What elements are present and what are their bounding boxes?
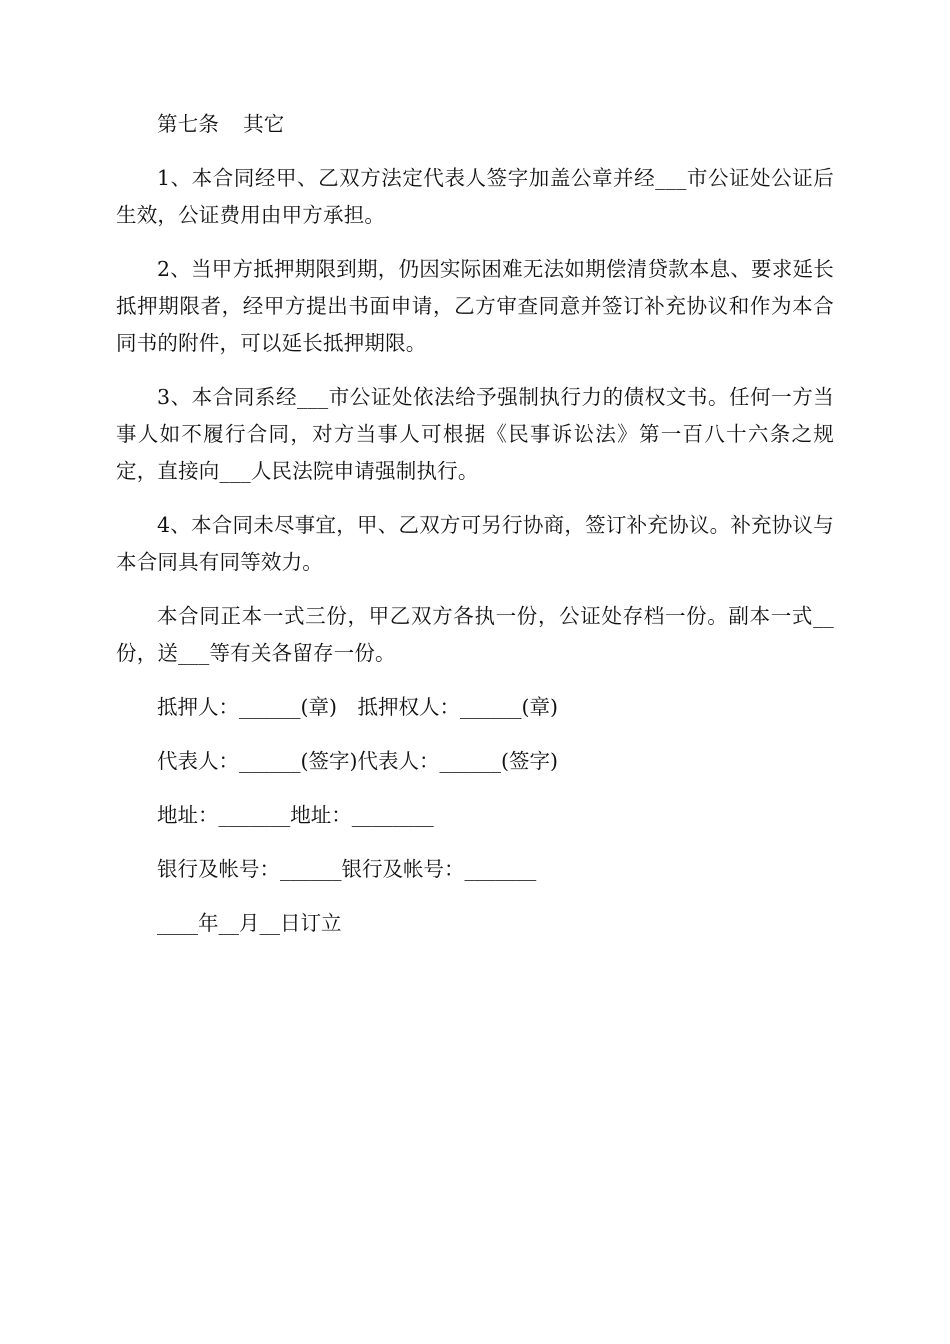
signature-representative-line: 代表人：______(签字)代表人：______(签字) — [157, 749, 558, 773]
contract-page — [116, 106, 834, 959]
clause-4: 4、本合同未尽事宜，甲、乙双方可另行协商，签订补充协议。补充协议与本合同具有同等效力。 — [116, 513, 834, 574]
copies-clause: 本合同正本一式三份，甲乙双方各执一份，公证处存档一份。副本一式__份，送___等有关各留存一份。 — [116, 604, 834, 665]
article-heading — [116, 106, 834, 143]
signature-bank-line: 银行及帐号：______银行及帐号：_______ — [157, 857, 537, 881]
signature-address-line: 地址：_______地址：________ — [157, 803, 434, 827]
clause-1: 1、本合同经甲、乙双方法定代表人签字加盖公章并经___市公证处公证后生效，公证费用由甲方承担。 — [116, 166, 834, 227]
signature-mortgagor-line: 抵押人：______(章) 抵押权人：______(章) — [157, 695, 558, 719]
clause-2: 2、当甲方抵押期限到期，仍因实际困难无法如期偿清贷款本息、要求延长抵押期限者，经甲方提出书面申请，乙方审查同意并签订补充协议和作为本合同书的附件，可以延长抵押期限。 — [116, 257, 834, 355]
article-number: 第七条 — [157, 112, 220, 136]
article-title: 其它 — [243, 112, 285, 136]
signature-date-line: ____年__月__日订立 — [157, 911, 342, 935]
clause-3: 3、本合同系经___市公证处依法给予强制执行力的债权文书。任何一方当事人如不履行合同，对方当事人可根据《民事诉讼法》第一百八十六条之规定，直接向___人民法院申请强制执行。 — [116, 385, 834, 483]
